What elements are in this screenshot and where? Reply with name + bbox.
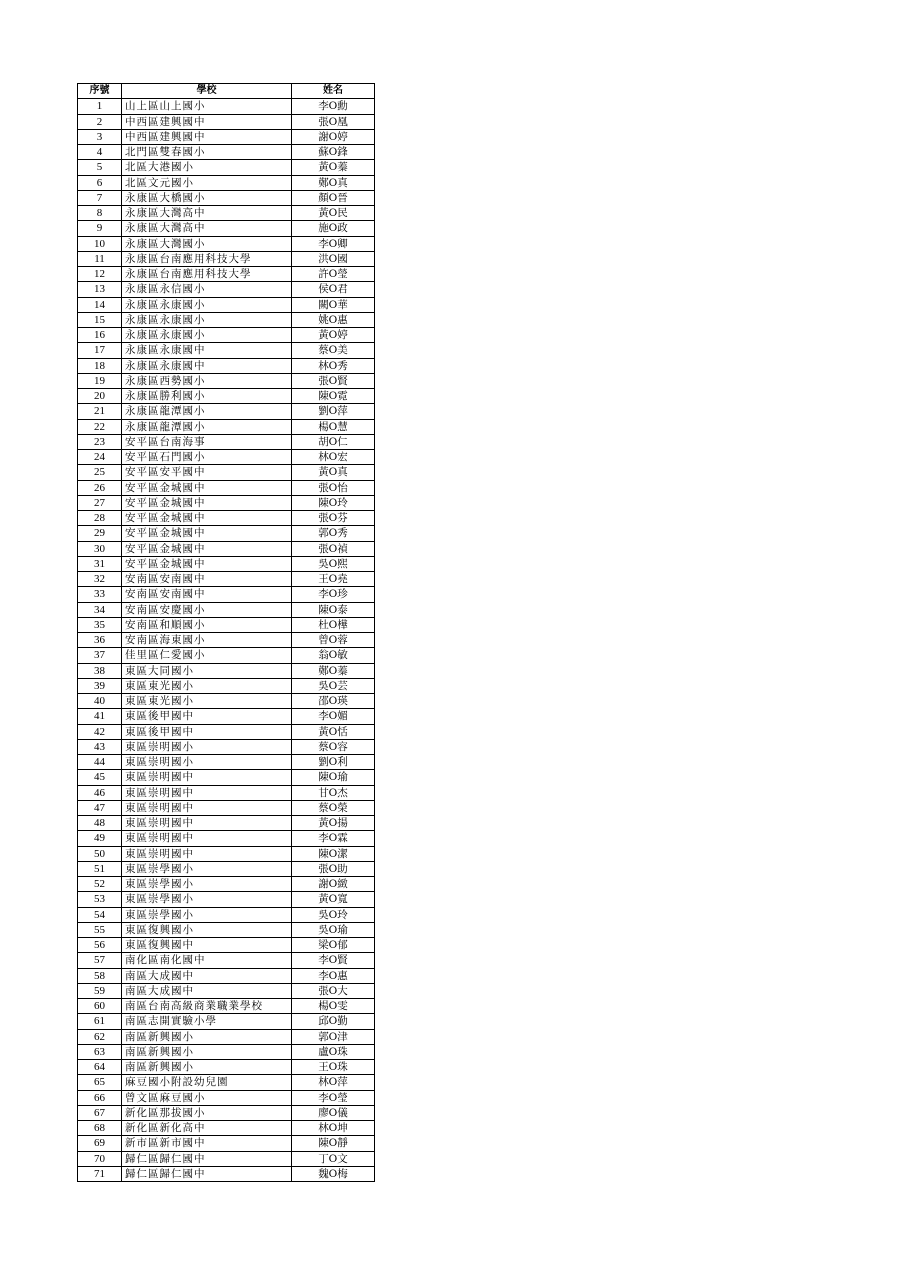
row-number: 49 bbox=[78, 831, 122, 846]
table-row bbox=[78, 1075, 375, 1090]
table-row bbox=[78, 434, 375, 449]
table-row bbox=[78, 556, 375, 571]
table-row bbox=[78, 1029, 375, 1044]
row-number: 50 bbox=[78, 846, 122, 861]
row-school: 東區後甲國中 bbox=[122, 709, 292, 724]
table-row bbox=[78, 251, 375, 266]
row-school: 永康區西勢國小 bbox=[122, 373, 292, 388]
row-number: 51 bbox=[78, 861, 122, 876]
row-school: 南化區南化國中 bbox=[122, 953, 292, 968]
row-school: 中西區建興國中 bbox=[122, 114, 292, 129]
row-number: 70 bbox=[78, 1151, 122, 1166]
table-row bbox=[78, 236, 375, 251]
row-name: 翁O敏 bbox=[292, 648, 375, 663]
row-number: 29 bbox=[78, 526, 122, 541]
row-name: 王O珠 bbox=[292, 1060, 375, 1075]
row-school: 東區後甲國中 bbox=[122, 724, 292, 739]
row-school: 北門區雙春國小 bbox=[122, 145, 292, 160]
row-name: 黃O民 bbox=[292, 206, 375, 221]
table-row bbox=[78, 114, 375, 129]
row-number: 30 bbox=[78, 541, 122, 556]
table-row bbox=[78, 709, 375, 724]
table-row bbox=[78, 861, 375, 876]
row-number: 25 bbox=[78, 465, 122, 480]
row-number: 56 bbox=[78, 938, 122, 953]
row-school: 安南區海東國小 bbox=[122, 633, 292, 648]
table-row bbox=[78, 206, 375, 221]
row-name: 李O珍 bbox=[292, 587, 375, 602]
table-row bbox=[78, 404, 375, 419]
row-school: 歸仁區歸仁國中 bbox=[122, 1151, 292, 1166]
row-school: 永康區大灣高中 bbox=[122, 206, 292, 221]
header-name: 姓名 bbox=[292, 84, 375, 99]
row-name: 郭O秀 bbox=[292, 526, 375, 541]
row-number: 26 bbox=[78, 480, 122, 495]
row-name: 李O惠 bbox=[292, 968, 375, 983]
row-school: 南區新興國小 bbox=[122, 1060, 292, 1075]
row-name: 李O勳 bbox=[292, 99, 375, 114]
row-name: 黃O婷 bbox=[292, 328, 375, 343]
row-name: 楊O雯 bbox=[292, 999, 375, 1014]
table-row bbox=[78, 343, 375, 358]
table-row bbox=[78, 190, 375, 205]
row-name: 王O堯 bbox=[292, 572, 375, 587]
row-number: 44 bbox=[78, 755, 122, 770]
table-row bbox=[78, 312, 375, 327]
table-row bbox=[78, 99, 375, 114]
row-school: 安平區台南海事 bbox=[122, 434, 292, 449]
row-name: 黃O揚 bbox=[292, 816, 375, 831]
table-row bbox=[78, 572, 375, 587]
row-name: 陳O霓 bbox=[292, 389, 375, 404]
table-row bbox=[78, 221, 375, 236]
row-name: 林O宏 bbox=[292, 450, 375, 465]
row-number: 48 bbox=[78, 816, 122, 831]
row-school: 南區台南高級商業職業學校 bbox=[122, 999, 292, 1014]
row-number: 28 bbox=[78, 511, 122, 526]
row-school: 安平區金城國中 bbox=[122, 495, 292, 510]
row-name: 甘O杰 bbox=[292, 785, 375, 800]
row-school: 永康區大灣高中 bbox=[122, 221, 292, 236]
row-school: 東區大同國小 bbox=[122, 663, 292, 678]
table-row bbox=[78, 282, 375, 297]
row-number: 34 bbox=[78, 602, 122, 617]
table-row bbox=[78, 160, 375, 175]
row-number: 3 bbox=[78, 129, 122, 144]
row-name: 盧O珠 bbox=[292, 1044, 375, 1059]
row-name: 鄭O蓁 bbox=[292, 663, 375, 678]
row-school: 永康區大灣國小 bbox=[122, 236, 292, 251]
table-row bbox=[78, 892, 375, 907]
table-row bbox=[78, 297, 375, 312]
row-name: 梁O郁 bbox=[292, 938, 375, 953]
table-row bbox=[78, 511, 375, 526]
row-number: 17 bbox=[78, 343, 122, 358]
row-number: 71 bbox=[78, 1166, 122, 1181]
row-school: 東區崇學國小 bbox=[122, 907, 292, 922]
table-row bbox=[78, 495, 375, 510]
row-school: 新市區新市國中 bbox=[122, 1136, 292, 1151]
table-row bbox=[78, 633, 375, 648]
row-name: 丁O文 bbox=[292, 1151, 375, 1166]
row-number: 38 bbox=[78, 663, 122, 678]
row-number: 41 bbox=[78, 709, 122, 724]
row-number: 60 bbox=[78, 999, 122, 1014]
row-school: 佳里區仁愛國小 bbox=[122, 648, 292, 663]
row-school: 南區新興國小 bbox=[122, 1044, 292, 1059]
table-row bbox=[78, 526, 375, 541]
table-row bbox=[78, 922, 375, 937]
row-number: 2 bbox=[78, 114, 122, 129]
table-row bbox=[78, 1105, 375, 1120]
row-school: 南區大成國中 bbox=[122, 968, 292, 983]
table-row bbox=[78, 999, 375, 1014]
row-number: 40 bbox=[78, 694, 122, 709]
table-row bbox=[78, 541, 375, 556]
row-number: 19 bbox=[78, 373, 122, 388]
row-name: 劉O萍 bbox=[292, 404, 375, 419]
row-name: 蔡O容 bbox=[292, 739, 375, 754]
row-school: 東區崇明國中 bbox=[122, 816, 292, 831]
row-school: 安平區石門國小 bbox=[122, 450, 292, 465]
header-school: 學校 bbox=[122, 84, 292, 99]
row-school: 東區崇明國小 bbox=[122, 755, 292, 770]
row-school: 永康區永康國小 bbox=[122, 297, 292, 312]
row-school: 新化區新化高中 bbox=[122, 1121, 292, 1136]
table-row bbox=[78, 389, 375, 404]
row-name: 李O霖 bbox=[292, 831, 375, 846]
table-row bbox=[78, 846, 375, 861]
row-name: 黃O蓁 bbox=[292, 160, 375, 175]
row-name: 黃O寬 bbox=[292, 892, 375, 907]
table-row bbox=[78, 1166, 375, 1181]
row-school: 永康區勝利國小 bbox=[122, 389, 292, 404]
table-row bbox=[78, 648, 375, 663]
table-row bbox=[78, 1014, 375, 1029]
row-number: 12 bbox=[78, 267, 122, 282]
row-number: 37 bbox=[78, 648, 122, 663]
row-number: 1 bbox=[78, 99, 122, 114]
table-row bbox=[78, 419, 375, 434]
row-number: 11 bbox=[78, 251, 122, 266]
table-row bbox=[78, 587, 375, 602]
row-number: 10 bbox=[78, 236, 122, 251]
row-name: 蔡O榮 bbox=[292, 800, 375, 815]
row-number: 27 bbox=[78, 495, 122, 510]
row-number: 21 bbox=[78, 404, 122, 419]
row-name: 胡O仁 bbox=[292, 434, 375, 449]
header-row bbox=[78, 84, 375, 99]
row-name: 鄭O真 bbox=[292, 175, 375, 190]
row-school: 永康區永康國小 bbox=[122, 312, 292, 327]
row-school: 永康區台南應用科技大學 bbox=[122, 267, 292, 282]
row-name: 劉O利 bbox=[292, 755, 375, 770]
row-name: 林O萍 bbox=[292, 1075, 375, 1090]
table-row bbox=[78, 480, 375, 495]
row-number: 43 bbox=[78, 739, 122, 754]
row-number: 13 bbox=[78, 282, 122, 297]
table-row bbox=[78, 800, 375, 815]
table-row bbox=[78, 1090, 375, 1105]
row-number: 24 bbox=[78, 450, 122, 465]
table-row bbox=[78, 465, 375, 480]
row-name: 張O禎 bbox=[292, 541, 375, 556]
row-number: 55 bbox=[78, 922, 122, 937]
row-school: 東區崇明國中 bbox=[122, 831, 292, 846]
table-row bbox=[78, 175, 375, 190]
row-number: 7 bbox=[78, 190, 122, 205]
table-row bbox=[78, 831, 375, 846]
row-school: 永康區台南應用科技大學 bbox=[122, 251, 292, 266]
row-school: 永康區永康國小 bbox=[122, 328, 292, 343]
row-name: 曾O蓉 bbox=[292, 633, 375, 648]
row-name: 林O坤 bbox=[292, 1121, 375, 1136]
table-row bbox=[78, 1136, 375, 1151]
row-school: 安平區金城國中 bbox=[122, 526, 292, 541]
table-row bbox=[78, 724, 375, 739]
row-school: 永康區大橋國小 bbox=[122, 190, 292, 205]
row-number: 45 bbox=[78, 770, 122, 785]
table-row bbox=[78, 816, 375, 831]
row-school: 安南區和順國小 bbox=[122, 617, 292, 632]
row-school: 安平區金城國中 bbox=[122, 541, 292, 556]
row-number: 35 bbox=[78, 617, 122, 632]
row-name: 張O芬 bbox=[292, 511, 375, 526]
table-row bbox=[78, 1060, 375, 1075]
row-name: 吳O瑜 bbox=[292, 922, 375, 937]
row-school: 安南區安南國中 bbox=[122, 587, 292, 602]
row-school: 東區東光國小 bbox=[122, 678, 292, 693]
row-number: 4 bbox=[78, 145, 122, 160]
row-name: 許O瑩 bbox=[292, 267, 375, 282]
row-name: 黃O恬 bbox=[292, 724, 375, 739]
row-school: 麻豆國小附設幼兒園 bbox=[122, 1075, 292, 1090]
row-number: 46 bbox=[78, 785, 122, 800]
row-name: 蔡O美 bbox=[292, 343, 375, 358]
row-name: 廖O儀 bbox=[292, 1105, 375, 1120]
row-name: 郭O津 bbox=[292, 1029, 375, 1044]
row-school: 東區崇明國中 bbox=[122, 800, 292, 815]
row-school: 安平區金城國中 bbox=[122, 480, 292, 495]
row-name: 黃O真 bbox=[292, 465, 375, 480]
row-number: 33 bbox=[78, 587, 122, 602]
row-number: 62 bbox=[78, 1029, 122, 1044]
table-row bbox=[78, 953, 375, 968]
row-name: 魏O梅 bbox=[292, 1166, 375, 1181]
row-number: 52 bbox=[78, 877, 122, 892]
row-school: 南區大成國中 bbox=[122, 983, 292, 998]
table-row bbox=[78, 602, 375, 617]
table-row bbox=[78, 678, 375, 693]
row-school: 安南區安慶國小 bbox=[122, 602, 292, 617]
table-row bbox=[78, 968, 375, 983]
row-school: 東區崇學國小 bbox=[122, 877, 292, 892]
row-name: 陳O瑜 bbox=[292, 770, 375, 785]
row-number: 36 bbox=[78, 633, 122, 648]
row-name: 李O卿 bbox=[292, 236, 375, 251]
row-number: 6 bbox=[78, 175, 122, 190]
row-number: 18 bbox=[78, 358, 122, 373]
row-school: 東區崇學國小 bbox=[122, 861, 292, 876]
roster-sheet bbox=[77, 83, 374, 1182]
row-school: 北區大港國小 bbox=[122, 160, 292, 175]
table-row bbox=[78, 877, 375, 892]
row-name: 謝O緻 bbox=[292, 877, 375, 892]
table-row bbox=[78, 1121, 375, 1136]
row-number: 5 bbox=[78, 160, 122, 175]
row-school: 永康區龍潭國小 bbox=[122, 419, 292, 434]
row-school: 新化區那拔國小 bbox=[122, 1105, 292, 1120]
table-row bbox=[78, 739, 375, 754]
row-school: 東區崇學國小 bbox=[122, 892, 292, 907]
row-name: 吳O熙 bbox=[292, 556, 375, 571]
row-number: 23 bbox=[78, 434, 122, 449]
row-number: 47 bbox=[78, 800, 122, 815]
row-name: 姚O惠 bbox=[292, 312, 375, 327]
row-name: 陳O泰 bbox=[292, 602, 375, 617]
row-school: 山上區山上國小 bbox=[122, 99, 292, 114]
row-school: 中西區建興國中 bbox=[122, 129, 292, 144]
row-name: 闕O華 bbox=[292, 297, 375, 312]
table-row bbox=[78, 663, 375, 678]
row-name: 張O怡 bbox=[292, 480, 375, 495]
row-name: 吳O芸 bbox=[292, 678, 375, 693]
row-name: 吳O玲 bbox=[292, 907, 375, 922]
row-number: 67 bbox=[78, 1105, 122, 1120]
row-name: 邱O勤 bbox=[292, 1014, 375, 1029]
table-row bbox=[78, 770, 375, 785]
row-number: 20 bbox=[78, 389, 122, 404]
table-row bbox=[78, 755, 375, 770]
row-number: 68 bbox=[78, 1121, 122, 1136]
row-name: 陳O潔 bbox=[292, 846, 375, 861]
row-name: 李O賢 bbox=[292, 953, 375, 968]
table-row bbox=[78, 938, 375, 953]
row-name: 洪O國 bbox=[292, 251, 375, 266]
row-number: 39 bbox=[78, 678, 122, 693]
row-number: 22 bbox=[78, 419, 122, 434]
row-name: 蘇O鋒 bbox=[292, 145, 375, 160]
table-row bbox=[78, 373, 375, 388]
row-number: 9 bbox=[78, 221, 122, 236]
row-number: 59 bbox=[78, 983, 122, 998]
row-school: 永康區永康國中 bbox=[122, 343, 292, 358]
table-row bbox=[78, 983, 375, 998]
row-name: 邵O瑛 bbox=[292, 694, 375, 709]
row-name: 侯O君 bbox=[292, 282, 375, 297]
row-number: 61 bbox=[78, 1014, 122, 1029]
row-school: 歸仁區歸仁國中 bbox=[122, 1166, 292, 1181]
row-name: 張O凰 bbox=[292, 114, 375, 129]
row-number: 31 bbox=[78, 556, 122, 571]
row-school: 永康區永信國小 bbox=[122, 282, 292, 297]
row-number: 16 bbox=[78, 328, 122, 343]
header-number: 序號 bbox=[78, 84, 122, 99]
row-school: 東區崇明國中 bbox=[122, 846, 292, 861]
row-name: 謝O婷 bbox=[292, 129, 375, 144]
row-number: 64 bbox=[78, 1060, 122, 1075]
table-row bbox=[78, 907, 375, 922]
row-number: 53 bbox=[78, 892, 122, 907]
row-name: 杜O樺 bbox=[292, 617, 375, 632]
row-name: 施O政 bbox=[292, 221, 375, 236]
row-school: 南區志開實驗小學 bbox=[122, 1014, 292, 1029]
table-body bbox=[78, 99, 375, 1182]
row-number: 42 bbox=[78, 724, 122, 739]
row-name: 張O賢 bbox=[292, 373, 375, 388]
table-row bbox=[78, 694, 375, 709]
row-number: 66 bbox=[78, 1090, 122, 1105]
row-name: 林O秀 bbox=[292, 358, 375, 373]
roster-table bbox=[77, 83, 375, 1182]
row-name: 楊O慧 bbox=[292, 419, 375, 434]
row-school: 曾文區麻豆國小 bbox=[122, 1090, 292, 1105]
row-name: 李O瑩 bbox=[292, 1090, 375, 1105]
row-number: 14 bbox=[78, 297, 122, 312]
row-school: 安南區安南國中 bbox=[122, 572, 292, 587]
row-school: 安平區安平國中 bbox=[122, 465, 292, 480]
row-number: 58 bbox=[78, 968, 122, 983]
row-school: 南區新興國小 bbox=[122, 1029, 292, 1044]
table-row bbox=[78, 1044, 375, 1059]
row-name: 陳O靜 bbox=[292, 1136, 375, 1151]
row-name: 顏O晉 bbox=[292, 190, 375, 205]
row-school: 東區崇明國中 bbox=[122, 770, 292, 785]
row-school: 東區東光國小 bbox=[122, 694, 292, 709]
table-row bbox=[78, 785, 375, 800]
row-school: 東區復興國小 bbox=[122, 922, 292, 937]
table-row bbox=[78, 267, 375, 282]
row-number: 32 bbox=[78, 572, 122, 587]
row-number: 15 bbox=[78, 312, 122, 327]
row-school: 永康區永康國中 bbox=[122, 358, 292, 373]
row-name: 李O媚 bbox=[292, 709, 375, 724]
table-row bbox=[78, 145, 375, 160]
row-school: 東區復興國中 bbox=[122, 938, 292, 953]
table-row bbox=[78, 1151, 375, 1166]
row-number: 57 bbox=[78, 953, 122, 968]
table-row bbox=[78, 617, 375, 632]
row-number: 54 bbox=[78, 907, 122, 922]
row-school: 永康區龍潭國小 bbox=[122, 404, 292, 419]
row-school: 東區崇明國中 bbox=[122, 785, 292, 800]
row-name: 張O大 bbox=[292, 983, 375, 998]
row-name: 陳O玲 bbox=[292, 495, 375, 510]
row-number: 65 bbox=[78, 1075, 122, 1090]
row-number: 8 bbox=[78, 206, 122, 221]
table-row bbox=[78, 358, 375, 373]
row-school: 東區崇明國小 bbox=[122, 739, 292, 754]
row-number: 69 bbox=[78, 1136, 122, 1151]
table-row bbox=[78, 450, 375, 465]
row-school: 安平區金城國中 bbox=[122, 556, 292, 571]
row-school: 安平區金城國中 bbox=[122, 511, 292, 526]
row-number: 63 bbox=[78, 1044, 122, 1059]
table-row bbox=[78, 129, 375, 144]
row-name: 張O助 bbox=[292, 861, 375, 876]
table-row bbox=[78, 328, 375, 343]
row-school: 北區文元國小 bbox=[122, 175, 292, 190]
